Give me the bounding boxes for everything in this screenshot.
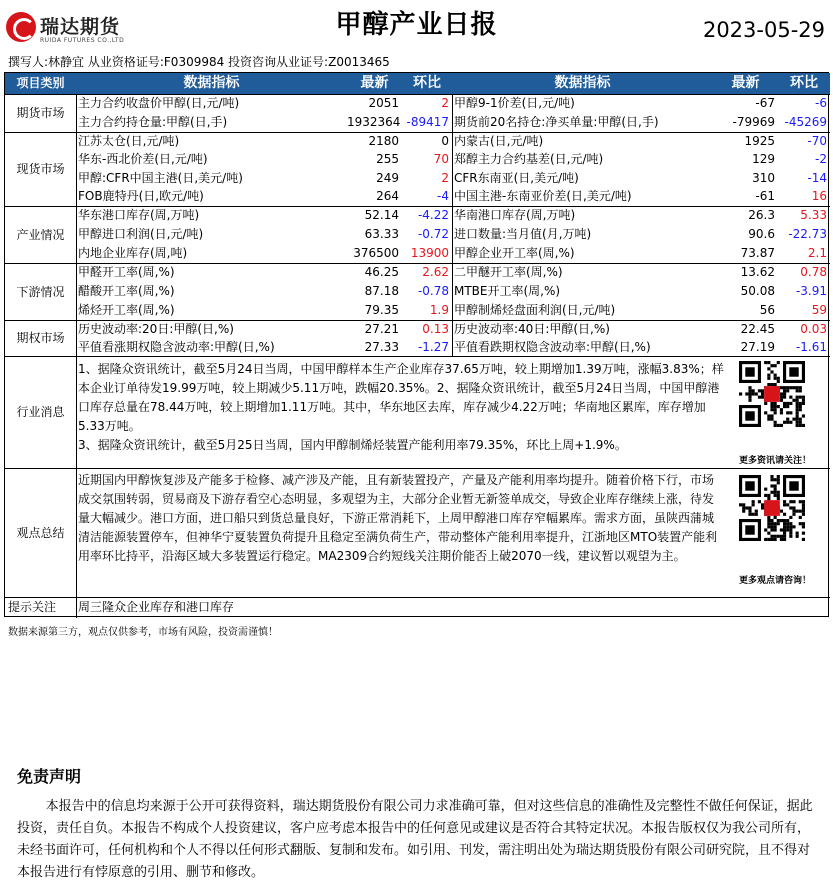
row-9-right-indicator: 甲醇企业开工率(周,%) (454, 246, 575, 260)
grid-line (5, 206, 830, 207)
row-8-right-indicator: 进口数量:当月值(月,万吨) (454, 227, 592, 241)
grid-line (76, 597, 77, 618)
grid-line (5, 94, 830, 95)
report-date: 2023-05-29 (702, 18, 825, 42)
disclaimer-title: 免责声明 (17, 767, 82, 786)
row-2-right-change: -45269 (784, 115, 827, 129)
row-4-right-change: -2 (815, 152, 827, 166)
row-1-right-change: -6 (815, 96, 827, 110)
row-14-right-indicator: 平值看跌期权隐含波动率:甲醇(日,%) (454, 340, 651, 354)
row-11-left-indicator: 醋酸开工率(周,%) (78, 284, 175, 298)
news-paragraph-2: 3、据隆众资讯统计，截至5月25日当周，国内甲醇制烯烃装置产能利用率79.35%，环比上周+1.9%。 (78, 438, 627, 452)
row-14-left-latest: 27.33 (364, 340, 399, 354)
row-3-left-indicator: 江苏太仓(日,元/吨) (78, 134, 180, 148)
report-title: 甲醇产业日报 (335, 10, 498, 40)
row-5-right-change: -14 (807, 171, 827, 185)
row-3-right-indicator: 内蒙古(日,元/吨) (454, 134, 544, 148)
data-table (4, 72, 829, 617)
row-2-right-latest: -79969 (732, 115, 775, 129)
category-spot: 现货市场 (16, 162, 65, 176)
header-indicator-left: 数据指标 (76, 73, 347, 94)
row-6-right-change: 16 (811, 189, 827, 203)
row-5-left-change: 2 (441, 171, 449, 185)
row-7-left-change: -4.22 (417, 208, 449, 222)
row-1-left-change: 2 (441, 96, 449, 110)
row-9-left-latest: 376500 (353, 246, 399, 260)
row-13-left-indicator: 历史波动率:20日:甲醇(日,%) (78, 322, 234, 336)
row-6-left-latest: 264 (376, 189, 399, 203)
row-7-right-change: 5.33 (800, 208, 827, 222)
header-latest-right: 最新 (713, 73, 778, 94)
row-8-right-latest: 90.6 (748, 227, 775, 241)
category-options: 期权市场 (16, 331, 65, 345)
grid-line (5, 356, 830, 357)
category-downstream: 下游情况 (16, 284, 65, 299)
row-12-left-latest: 79.35 (364, 303, 399, 317)
row-14-right-latest: 27.19 (740, 340, 775, 354)
header-category: 项目类别 (5, 73, 76, 94)
grid-line (452, 94, 453, 356)
row-8-left-indicator: 甲醇进口利润(日,元/吨) (78, 227, 204, 241)
row-12-left-change: 1.9 (429, 303, 449, 317)
row-3-right-latest: 1925 (744, 134, 775, 148)
logo-text-cn: 瑞达期货 (40, 16, 121, 38)
row-4-left-indicator: 华东-西北价差(日,元/吨) (78, 152, 208, 166)
logo-text-en: RUIDA FUTURES CO.,LTD (40, 37, 125, 44)
row-4-left-change: 70 (433, 152, 449, 166)
row-12-right-change: 59 (811, 303, 827, 317)
header-indicator-right: 数据指标 (452, 73, 713, 94)
header-change-right: 环比 (778, 73, 830, 94)
grid-line (5, 320, 830, 321)
author-line: 撰写人:林静宜 从业资格证号:F0309984 投资咨询从业证号:Z0013465 (8, 55, 390, 69)
industry-news (78, 360, 724, 468)
row-9-left-indicator: 内地企业库存(周,吨) (78, 246, 188, 260)
row-10-right-change: 0.78 (800, 265, 827, 279)
news-label: 行业消息 (16, 405, 65, 419)
grid-line (5, 597, 830, 598)
row-11-right-latest: 50.08 (740, 284, 775, 298)
news-paragraph-1: 1、据隆众资讯统计，截至5月24日当周，中国甲醇样本生产企业库存37.65万吨，较上期增加1.39万吨，涨幅3.83%；样本企业订单待发19.99万吨，较上期减少5.11万吨，跌幅20.35%。2、据隆众资讯统计，截至5月24日当周，中国甲醇港口库存总量在78.44万吨，较上期增加1.11万吨。其中，华东地区去库，库存减少4.22万吨；华南地区累库，库存增加5.33万吨。 (78, 362, 724, 433)
row-7-left-indicator: 华东港口库存(周,万吨) (78, 208, 200, 222)
qr-code-news-icon (739, 361, 805, 427)
row-10-right-latest: 13.62 (740, 265, 775, 279)
row-11-right-change: -3.91 (795, 284, 827, 298)
row-3-right-change: -70 (807, 134, 827, 148)
row-7-right-latest: 26.3 (748, 208, 775, 222)
row-1-right-indicator: 甲醇9-1价差(日,元/吨) (454, 96, 575, 110)
tip-label: 提示关注 (8, 600, 57, 614)
row-5-left-indicator: 甲醇:CFR中国主港(日,美元/吨) (78, 171, 243, 185)
header-change-left: 环比 (402, 73, 452, 94)
row-4-left-latest: 255 (376, 152, 399, 166)
grid-line (5, 263, 830, 264)
row-1-left-indicator: 主力合约收盘价甲醇(日,元/吨) (78, 96, 240, 110)
category-industry: 产业情况 (16, 227, 65, 242)
row-11-left-change: -0.78 (417, 284, 449, 298)
row-9-right-latest: 73.87 (740, 246, 775, 260)
row-14-left-indicator: 平值看涨期权隐含波动率:甲醇(日,%) (78, 340, 275, 354)
row-6-left-indicator: FOB鹿特丹(日,欧元/吨) (78, 189, 204, 203)
row-5-left-latest: 249 (376, 171, 399, 185)
row-14-right-change: -1.61 (795, 340, 827, 354)
row-11-left-latest: 87.18 (364, 284, 399, 298)
qr-code-view-icon (739, 475, 805, 541)
row-2-left-latest: 1932364 (347, 115, 401, 129)
row-10-left-latest: 46.25 (364, 265, 399, 279)
row-13-right-change: 0.03 (800, 322, 827, 336)
grid-line (76, 94, 77, 597)
view-label: 观点总结 (16, 525, 65, 540)
row-13-left-latest: 27.21 (364, 322, 399, 336)
row-13-left-change: 0.13 (422, 322, 449, 336)
row-6-right-latest: -61 (755, 189, 775, 203)
source-note: 数据来源第三方，观点仅供参考，市场有风险，投资需谨慎！ (8, 627, 278, 638)
view-summary: 近期国内甲醇恢复涉及产能多于检修、减产涉及产能，且有新装置投产，产量及产能利用率均提升。随着价格下行，市场成交氛围转弱，贸易商及下游存看空心态明显，多观望为主，大部分企业暂无新签单成交，导致企业库存继续上涨，待发量大幅减少。港口方面，进口船只到货总量良好，下游正常消耗下，上周甲醇港口库存窄幅累库。需求方面，虽陕西蒲城清洁能源装置停车，但神华宁夏装置负荷提升且稳定至满负荷生产，带动整体产能利用率提升，江浙地区MTO装置产能利用率环比持平，沿海区域大多装置运行稳定。MA2309合约短线关注期价能否上破2070一线，建议暂以观望为主。 (78, 473, 718, 563)
row-1-left-latest: 2051 (368, 96, 399, 110)
row-6-right-indicator: 中国主港-东南亚价差(日,美元/吨) (454, 189, 632, 203)
row-5-right-indicator: CFR东南亚(日,美元/吨) (454, 171, 579, 185)
row-8-right-change: -22.73 (788, 227, 827, 241)
header-latest-left: 最新 (347, 73, 402, 94)
report-header (0, 0, 833, 52)
grid-line (5, 468, 830, 469)
row-9-right-change: 2.1 (807, 246, 827, 260)
row-10-right-indicator: 二甲醚开工率(周,%) (454, 265, 563, 279)
row-7-left-latest: 52.14 (364, 208, 399, 222)
qr-caption-view: 更多观点请咨询！ (739, 576, 812, 586)
row-3-left-change: 0 (441, 134, 449, 148)
row-12-left-indicator: 烯烃开工率(周,%) (78, 303, 175, 317)
row-13-right-indicator: 历史波动率:40日:甲醇(日,%) (454, 322, 610, 336)
row-10-left-change: 2.62 (422, 265, 449, 279)
row-14-left-change: -1.27 (417, 340, 449, 354)
row-4-right-indicator: 郑醇主力合约基差(日,元/吨) (454, 152, 604, 166)
row-6-left-change: -4 (437, 189, 449, 203)
row-12-right-latest: 56 (759, 303, 775, 317)
category-futures: 期货市场 (16, 106, 65, 120)
row-7-right-indicator: 华南港口库存(周,万吨) (454, 208, 576, 222)
tip-text: 周三隆众企业库存和港口库存 (78, 600, 235, 614)
row-8-left-change: -0.72 (417, 227, 449, 241)
row-10-left-indicator: 甲醛开工率(周,%) (78, 265, 175, 279)
row-2-left-indicator: 主力合约持仓量:甲醇(日,手) (78, 115, 228, 129)
disclaimer-text: 本报告中的信息均来源于公开可获得资料，瑞达期货股份有限公司力求准确可靠，但对这些信息的准确性及完整性不做任何保证，据此投资，责任自负。本报告不构成个人投资建议，客户应考虑本报告中的任何意见或建议是否符合其特定状况。本报告版权仅为我公司所有，未经书面许可，任何机构和个人不得以任何形式翻版、复制和发布。如引用、刊发，需注明出处为瑞达期货股份有限公司研究院，且不得对本报告进行有悖原意的引用、删节和修改。 (17, 799, 813, 880)
row-2-right-indicator: 期货前20名持仓:净买单量:甲醇(日,手) (454, 115, 659, 129)
row-9-left-change: 13900 (410, 246, 449, 260)
row-13-right-latest: 22.45 (740, 322, 775, 336)
row-1-right-latest: -67 (755, 96, 775, 110)
qr-caption-news: 更多资讯请关注！ (739, 456, 812, 466)
row-2-left-change: -89417 (406, 115, 449, 129)
row-3-left-latest: 2180 (368, 134, 399, 148)
row-8-left-latest: 63.33 (364, 227, 399, 241)
row-12-right-indicator: 甲醇制烯烃盘面利润(日,元/吨) (454, 303, 616, 317)
row-4-right-latest: 129 (752, 152, 775, 166)
grid-line (5, 132, 830, 133)
row-11-right-indicator: MTBE开工率(周,%) (454, 284, 561, 298)
row-5-right-latest: 310 (752, 171, 775, 185)
